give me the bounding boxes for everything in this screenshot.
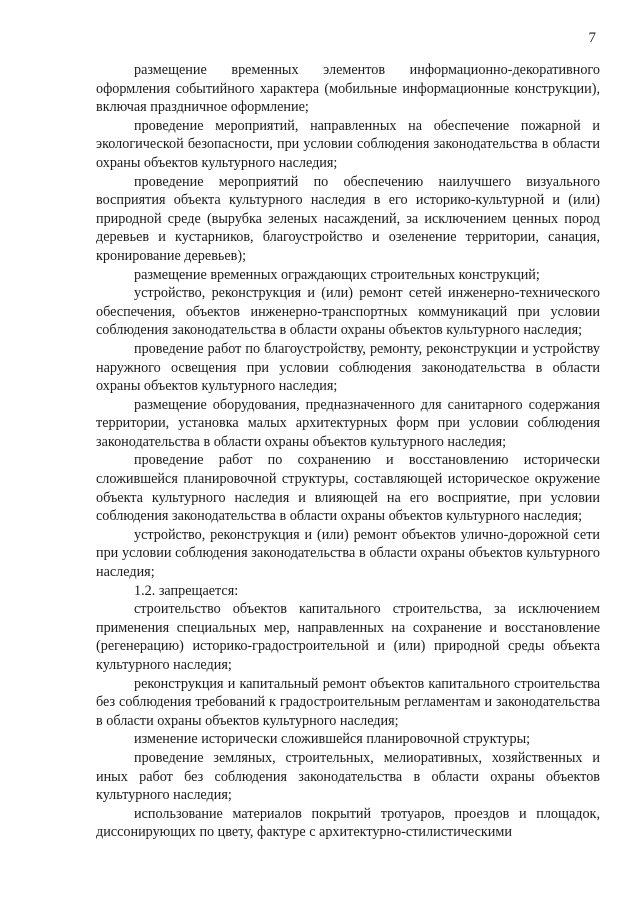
document-body [96, 61, 600, 842]
paragraph-6: проведение работ по благоустройству, ремонту, реконструкции и устройству наружного освещения при условии соблюдения законодательства в области охраны объектов культурного наследия; [96, 340, 600, 395]
paragraph-12: реконструкция и капитальный ремонт объектов капитального строительства без соблюдения требований к градостроительным регламентам и законодательства в области охраны объектов культурного наследия; [96, 675, 600, 729]
paragraph-8: проведение работ по сохранению и восстановлению исторически сложившейся планировочной структуры, составляющей историческое окружение объекта культурного наследия и влияющей на его восприятие, при условии соблюдения законодательства в области охраны объектов культурного наследия; [96, 452, 600, 525]
paragraph-13: изменение исторически сложившейся планировочной структуры; [134, 731, 531, 748]
paragraph-14: проведение земляных, строительных, мелиоративных, хозяйственных и иных работ без соблюдения законодательства в области охраны объектов культурного наследия; [96, 749, 600, 804]
paragraph-11: строительство объектов капитального строительства, за исключением применения специальных мер, направленных на сохранение и восстановление (регенерацию) историко-градостроительной и (или) природной среды объекта культурного наследия; [96, 601, 600, 673]
paragraph-4: размещение временных ограждающих строительных конструкций; [134, 266, 540, 283]
section-heading-1-2: 1.2. запрещается: [134, 582, 239, 599]
paragraph-1: размещение временных элементов информационно-декоративного оформления событийного характера (мобильные информационные конструкции), включая праздничное оформление; [96, 62, 600, 116]
paragraph-7: размещение оборудования, предназначенного для санитарного содержания территории, установка малых архитектурных форм при условии соблюдения законодательства в области охраны объектов культурного наследия; [96, 396, 600, 450]
page-number: 7 [588, 30, 596, 46]
paragraph-9: устройство, реконструкция и (или) ремонт объектов улично-дорожной сети при условии соблюдения законодательства в области охраны объектов культурного наследия; [96, 526, 600, 581]
paragraph-5: устройство, реконструкция и (или) ремонт сетей инженерно-технического обеспечения, объектов инженерно-транспортных коммуникаций при условии соблюдения законодательства в области охраны объектов культурного наследия; [96, 285, 600, 339]
paragraph-3: проведение мероприятий по обеспечению наилучшего визуального восприятия объекта культурного наследия в его историко-культурной и (или) природной среде (вырубка зеленых насаждений, за исключением ценных пород деревьев и кустарников, благоустройство и озеленение территории, санация, кронирование деревьев); [96, 173, 600, 264]
paragraph-2: проведение мероприятий, направленных на обеспечение пожарной и экологической безопасности, при условии соблюдения законодательства в области охраны объектов культурного наследия; [96, 117, 600, 171]
paragraph-15: использование материалов покрытий тротуаров, проездов и площадок, диссонирующих по цвету, фактуре с архитектурно-стилистическими [96, 805, 600, 841]
